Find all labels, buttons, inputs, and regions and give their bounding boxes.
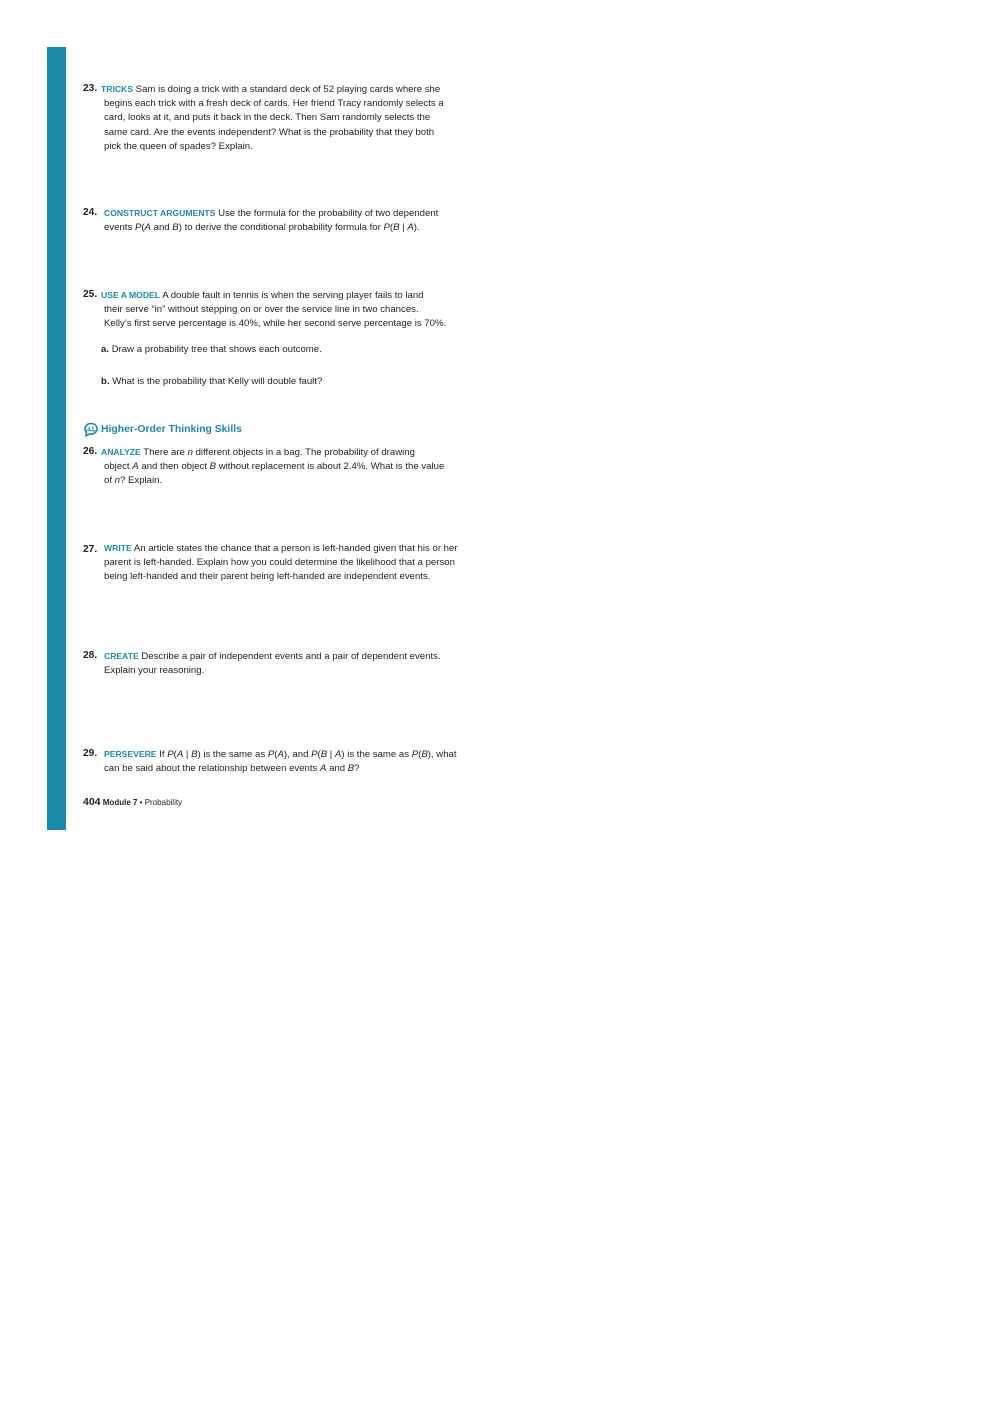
- exercise-keyword: USE A MODEL: [101, 290, 161, 300]
- exercise-text-line: parent is left-handed. Explain how you could determine the likelihood that a person: [104, 557, 455, 569]
- exercise-text-line: their serve “in” without stepping on or over the service line in two chances.: [104, 304, 419, 316]
- exercise-text-line: Kelly’s first serve percentage is 40%, while her second serve percentage is 70%.: [104, 318, 447, 330]
- exercise-24: [83, 206, 523, 235]
- exercise-text-line: A double fault in tennis is when the serving player fails to land: [162, 290, 424, 301]
- exercise-text-line: object A and then object B without replacement is about 2.4%. What is the value: [104, 461, 445, 473]
- exercise-27: [83, 541, 523, 585]
- module-label: Module 7: [102, 798, 138, 807]
- section-title: Higher-Order Thinking Skills: [101, 423, 242, 435]
- exercise-text-line: being left-handed and their parent being left-handed are independent events.: [104, 571, 431, 583]
- exercise-text-line: Explain your reasoning.: [104, 665, 205, 677]
- exercise-number: 28.: [83, 650, 98, 661]
- exercise-number: 23.: [83, 83, 98, 94]
- exercise-keyword: CONSTRUCT ARGUMENTS: [104, 208, 216, 218]
- footer-separator: •: [139, 798, 143, 807]
- exercise-text-line: same card. Are the events independent? What is the probability that they both: [104, 126, 435, 138]
- side-color-bar: [47, 47, 66, 830]
- exercise-25: [83, 288, 523, 387]
- exercise-number: 24.: [83, 207, 98, 218]
- exercise-keyword: WRITE: [104, 543, 132, 553]
- exercise-29: 29. PERSEVERE If P(A | B) is the same as P(A), and P(B | A) is the same as P(B), what can be said about the relationship between events A and B?: [83, 747, 523, 776]
- subquestion-b: b. What is the probability that Kelly will double fault?: [101, 376, 323, 387]
- page-number: 404: [83, 796, 101, 808]
- exercise-text-line: Describe a pair of independent events and a pair of dependent events.: [141, 651, 441, 662]
- exercise-text-line: of n? Explain.: [104, 475, 163, 487]
- exercise-text-line: An article states the chance that a person is left-handed given that his or her: [133, 543, 458, 554]
- page-footer: [83, 796, 182, 808]
- exercise-number: 26.: [83, 446, 98, 457]
- higher-order-thinking-heading: [83, 422, 242, 438]
- exercise-text-line: card, looks at it, and puts it back in the deck. Then Sam randomly selects the: [104, 112, 431, 124]
- exercise-keyword: PERSEVERE: [104, 749, 157, 759]
- exercise-keyword: CREATE: [104, 651, 139, 661]
- exercise-26: 26. ANALYZE There are n different objects in a bag. The probability of drawing object A and then object B without replacement is about 2.4%. What is the value of n? Explain.: [83, 445, 523, 489]
- exercise-text-line: Use the formula for the probability of two dependent: [218, 208, 439, 219]
- exercise-keyword: ANALYZE: [101, 447, 141, 457]
- exercise-text-line: events P(A and B) to derive the conditional probability formula for P(B | A).: [104, 222, 420, 234]
- exercise-text-line: begins each trick with a fresh deck of cards. Her friend Tracy randomly selects a: [104, 98, 444, 110]
- exercise-number: 29.: [83, 748, 98, 759]
- exercise-number: 25.: [83, 289, 98, 300]
- exercise-28: [83, 649, 523, 678]
- exercise-text-line: pick the queen of spades? Explain.: [104, 140, 253, 152]
- exercise-23: [83, 82, 523, 154]
- exercise-keyword: TRICKS: [101, 84, 133, 94]
- brain-icon: [83, 422, 99, 438]
- exercise-number: 27.: [83, 544, 98, 555]
- exercise-text-line: can be said about the relationship between events A and B?: [104, 763, 360, 775]
- topic-label: Probability: [144, 798, 183, 807]
- exercise-text-line: Sam is doing a trick with a standard deck of 52 playing cards where she: [135, 84, 441, 95]
- subquestion-a: a. Draw a probability tree that shows each outcome.: [101, 344, 322, 355]
